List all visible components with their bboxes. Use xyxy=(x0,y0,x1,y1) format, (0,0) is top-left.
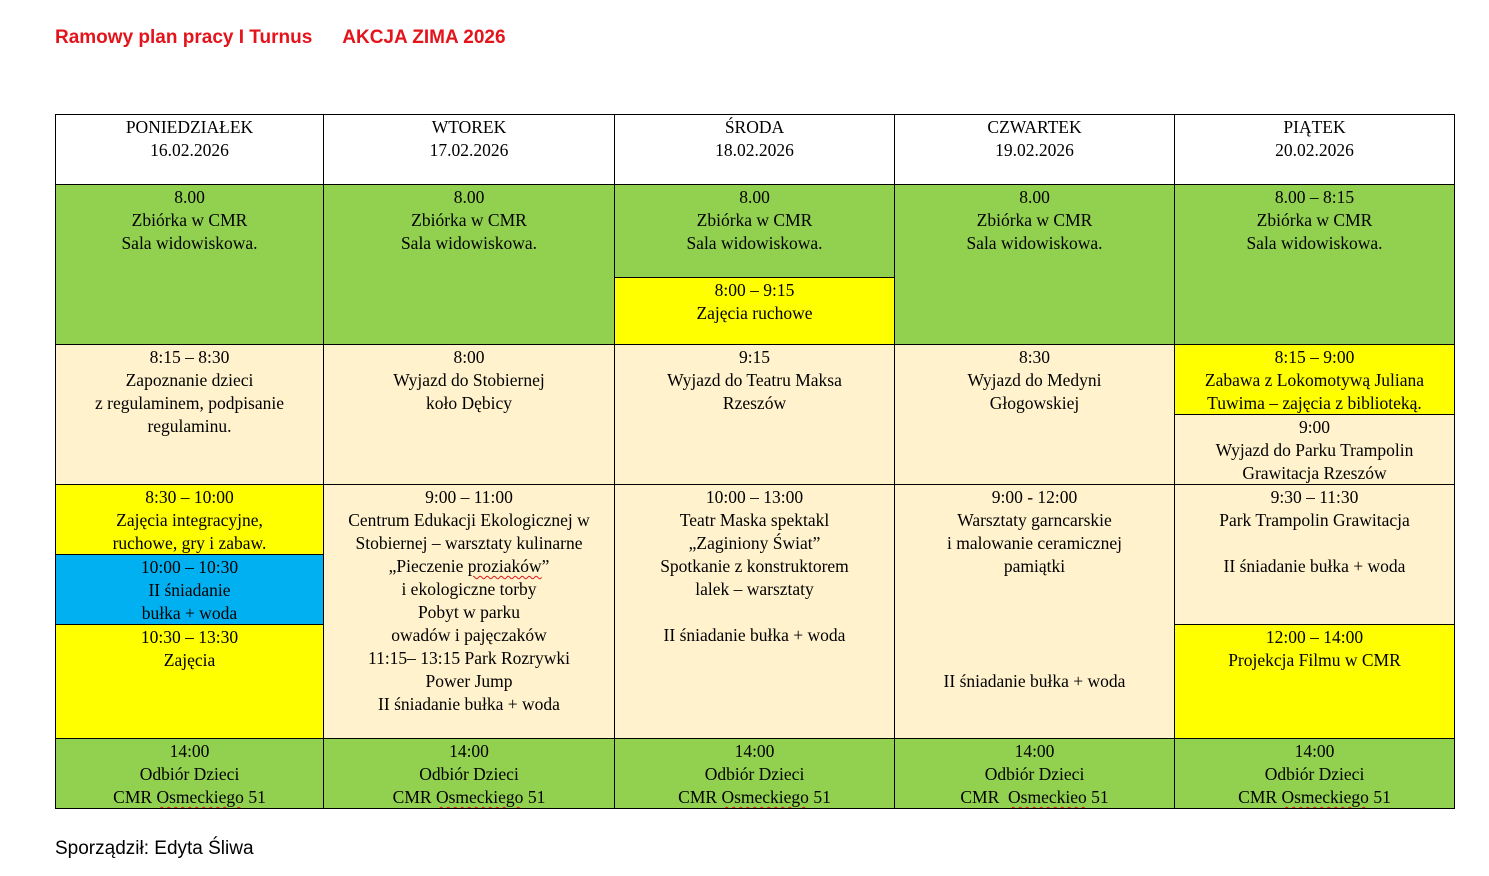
address-street: Osmeckiego xyxy=(1281,787,1369,807)
fri-departure xyxy=(1174,414,1455,485)
cell-time: 8.00 – 8:15 xyxy=(1274,187,1355,207)
cell-line: Zbiórka w CMR xyxy=(976,210,1093,230)
cell-line: Odbiór Dzieci xyxy=(704,764,805,784)
day-name: PONIEDZIAŁEK xyxy=(125,117,254,137)
cell-line: Zbiórka w CMR xyxy=(1256,210,1373,230)
cell-spacer xyxy=(895,624,1174,647)
cell-time: 9:00 xyxy=(1298,417,1331,437)
text-part: „Pieczenie xyxy=(388,556,468,576)
address-street: Osmeckiego xyxy=(721,787,809,807)
address-prefix: CMR xyxy=(1238,787,1282,807)
cell-line: Zabawa z Lokomotywą Juliana xyxy=(1204,370,1425,390)
day-date: 17.02.2026 xyxy=(429,140,509,160)
thu-pottery xyxy=(894,484,1175,739)
cell-spacer xyxy=(895,578,1174,601)
fri-trampoline-park xyxy=(1174,484,1455,625)
cell-time: 8.00 xyxy=(1019,187,1050,207)
mon-breakfast xyxy=(55,554,324,625)
cell-line: Spotkanie z konstruktorem xyxy=(660,556,849,576)
cell-time: 9:00 – 11:00 xyxy=(425,487,513,507)
cell-time: 9:00 - 12:00 xyxy=(991,487,1078,507)
day-date: 16.02.2026 xyxy=(150,140,229,160)
header-monday xyxy=(55,114,324,185)
cell-line: i ekologiczne torby xyxy=(401,579,537,599)
cell-line: 11:15– 13:15 Park Rozrywki xyxy=(367,648,571,668)
cell-line xyxy=(324,555,614,578)
cell-line: pamiątki xyxy=(1003,556,1066,576)
cell-line: ruchowe, gry i zabaw. xyxy=(112,533,267,553)
day-date: 20.02.2026 xyxy=(1275,140,1354,160)
thu-departure xyxy=(894,344,1175,485)
cell-line: regulaminu. xyxy=(147,416,232,436)
cell-line: II śniadanie bułka + woda xyxy=(663,625,846,645)
address-number: 51 xyxy=(1368,787,1391,807)
page-title xyxy=(55,27,506,49)
cell-line: koło Dębicy xyxy=(425,393,513,413)
address-number: 51 xyxy=(808,787,831,807)
cell-time: 12:00 – 14:00 xyxy=(1265,627,1364,647)
cell-line: Zajęcia ruchowe xyxy=(696,303,813,323)
cell-line: bułka + woda xyxy=(141,603,238,623)
cell-line: Sala widowiskowa. xyxy=(400,233,538,253)
cell-line: Zbiórka w CMR xyxy=(696,210,813,230)
cell-line: Sala widowiskowa. xyxy=(966,233,1103,253)
cell-line: „Zaginiony Świat” xyxy=(688,533,821,553)
cell-time: 8:30 – 10:00 xyxy=(145,487,234,507)
cell-line: Pobyt w parku xyxy=(417,602,521,622)
cell-line: Stobiernej – warsztaty kulinarne xyxy=(355,533,583,553)
cell-line xyxy=(615,786,894,809)
cell-time: 10:30 – 13:30 xyxy=(140,627,239,647)
cell-line: Odbiór Dzieci xyxy=(984,764,1085,784)
cell-line: Grawitacja Rzeszów xyxy=(1242,463,1387,483)
cell-line: z regulaminem, podpisanie xyxy=(94,393,285,413)
cell-line: Zapoznanie dzieci xyxy=(125,370,254,390)
author-footer: Sporządził: Edyta Śliwa xyxy=(55,838,254,859)
address-prefix: CMR xyxy=(678,787,722,807)
cell-time: 9:30 – 11:30 xyxy=(1270,487,1359,507)
cell-time: 8:30 xyxy=(1018,347,1051,367)
cell-line: II śniadanie bułka + woda xyxy=(378,694,560,714)
day-date: 19.02.2026 xyxy=(995,140,1074,160)
cell-time: 14:00 xyxy=(734,741,775,761)
cell-line: Sala widowiskowa. xyxy=(121,233,258,253)
tue-eco-center xyxy=(323,484,615,739)
cell-spacer xyxy=(895,601,1174,624)
cell-line: Zajęcia xyxy=(163,650,216,670)
tue-departure xyxy=(323,344,615,485)
cell-line: Wyjazd do Teatru Maksa xyxy=(667,370,842,390)
cell-time: 8:00 xyxy=(453,347,485,367)
fri-library xyxy=(1174,344,1455,415)
mon-integration xyxy=(55,484,324,555)
cell-time: 8.00 xyxy=(174,187,205,207)
cell-line: Wyjazd do Stobiernej xyxy=(393,370,545,390)
day-name: ŚRODA xyxy=(724,117,785,137)
header-thursday xyxy=(894,114,1175,185)
cell-line: Centrum Edukacji Ekologicznej w xyxy=(348,510,590,530)
cell-line: Zajęcia integracyjne, xyxy=(116,510,263,530)
address-number: 51 xyxy=(243,787,266,807)
cell-line: Teatr Maska spektakl xyxy=(679,510,830,530)
day-name: PIĄTEK xyxy=(1283,117,1346,137)
tue-gathering xyxy=(323,184,615,345)
day-name: WTOREK xyxy=(431,117,507,137)
cell-spacer xyxy=(1175,532,1454,555)
cell-line: Rzeszów xyxy=(722,393,787,413)
cell-time: 14:00 xyxy=(1014,741,1055,761)
cell-time: 9:15 xyxy=(738,347,771,367)
cell-line xyxy=(895,786,1174,809)
text-part: ” xyxy=(541,556,550,576)
cell-line xyxy=(1175,786,1454,809)
address-number: 51 xyxy=(1086,787,1109,807)
day-name: CZWARTEK xyxy=(987,117,1082,137)
cell-line xyxy=(324,786,614,809)
cell-line: Warsztaty garncarskie xyxy=(957,510,1112,530)
cell-time: 8:15 – 8:30 xyxy=(149,347,230,367)
cell-line: Odbiór Dzieci xyxy=(1264,764,1365,784)
cell-line: Odbiór Dzieci xyxy=(139,764,240,784)
cell-line: Wyjazd do Medyni xyxy=(967,370,1102,390)
wed-theatre xyxy=(614,484,895,739)
cell-time: 14:00 xyxy=(449,741,489,761)
mon-rules xyxy=(55,344,324,485)
tue-pickup xyxy=(323,738,615,809)
cell-line: Sala widowiskowa. xyxy=(1246,233,1383,253)
cell-spacer xyxy=(895,647,1174,670)
cell-time: 10:00 – 13:00 xyxy=(705,487,804,507)
address-number: 51 xyxy=(523,787,546,807)
cell-line: owadów i pajęczaków xyxy=(391,625,547,645)
cell-line: Zbiórka w CMR xyxy=(131,210,248,230)
header-wednesday xyxy=(614,114,895,185)
cell-line: Wyjazd do Parku Trampolin xyxy=(1215,440,1414,460)
cell-line: Tuwima – zajęcia z biblioteką. xyxy=(1207,393,1422,413)
cell-line: i malowanie ceramicznej xyxy=(947,533,1122,553)
address-prefix: CMR xyxy=(392,787,436,807)
fri-gathering xyxy=(1174,184,1455,345)
cell-time: 10:00 – 10:30 xyxy=(140,557,239,577)
cell-time: 8.00 xyxy=(739,187,770,207)
wed-gathering xyxy=(614,184,895,278)
cell-time: 8.00 xyxy=(453,187,485,207)
thu-gathering xyxy=(894,184,1175,345)
mon-pickup xyxy=(55,738,324,809)
mon-activities xyxy=(55,624,324,739)
day-date: 18.02.2026 xyxy=(715,140,794,160)
cell-line: Zbiórka w CMR xyxy=(411,210,527,230)
cell-time: 8:15 – 9:00 xyxy=(1274,347,1355,367)
fri-film xyxy=(1174,624,1455,739)
cell-spacer xyxy=(615,601,894,624)
cell-line: lalek – warsztaty xyxy=(695,579,814,599)
address-street: Osmeckieo xyxy=(1008,787,1087,807)
thu-pickup xyxy=(894,738,1175,809)
address-street: Osmeckiego xyxy=(156,787,244,807)
cell-line: II śniadanie bułka + woda xyxy=(943,671,1126,691)
address-prefix: CMR xyxy=(113,787,157,807)
cell-time: 8:00 – 9:15 xyxy=(714,280,795,300)
cell-line: II śniadanie bułka + woda xyxy=(1223,556,1406,576)
header-tuesday xyxy=(323,114,615,185)
text-part-underlined: proziaków xyxy=(467,556,542,576)
mon-gathering xyxy=(55,184,324,345)
cell-line: Głogowskiej xyxy=(989,393,1080,413)
cell-line: II śniadanie xyxy=(148,580,231,600)
title-right: AKCJA ZIMA 2026 xyxy=(342,27,506,48)
header-friday xyxy=(1174,114,1455,185)
cell-line xyxy=(56,786,323,809)
address-prefix: CMR xyxy=(960,787,1009,807)
cell-time: 14:00 xyxy=(169,741,210,761)
wed-departure xyxy=(614,344,895,485)
fri-pickup xyxy=(1174,738,1455,809)
cell-time: 14:00 xyxy=(1294,741,1335,761)
cell-line: Odbiór Dzieci xyxy=(419,764,519,784)
wed-movement xyxy=(614,277,895,345)
cell-line: Park Trampolin Grawitacja xyxy=(1219,510,1410,530)
cell-line: Power Jump xyxy=(425,671,513,691)
title-left: Ramowy plan pracy I Turnus xyxy=(55,27,313,48)
cell-line: Projekcja Filmu w CMR xyxy=(1228,650,1401,670)
address-street: Osmeckiego xyxy=(435,787,524,807)
wed-pickup xyxy=(614,738,895,809)
cell-line: Sala widowiskowa. xyxy=(686,233,823,253)
